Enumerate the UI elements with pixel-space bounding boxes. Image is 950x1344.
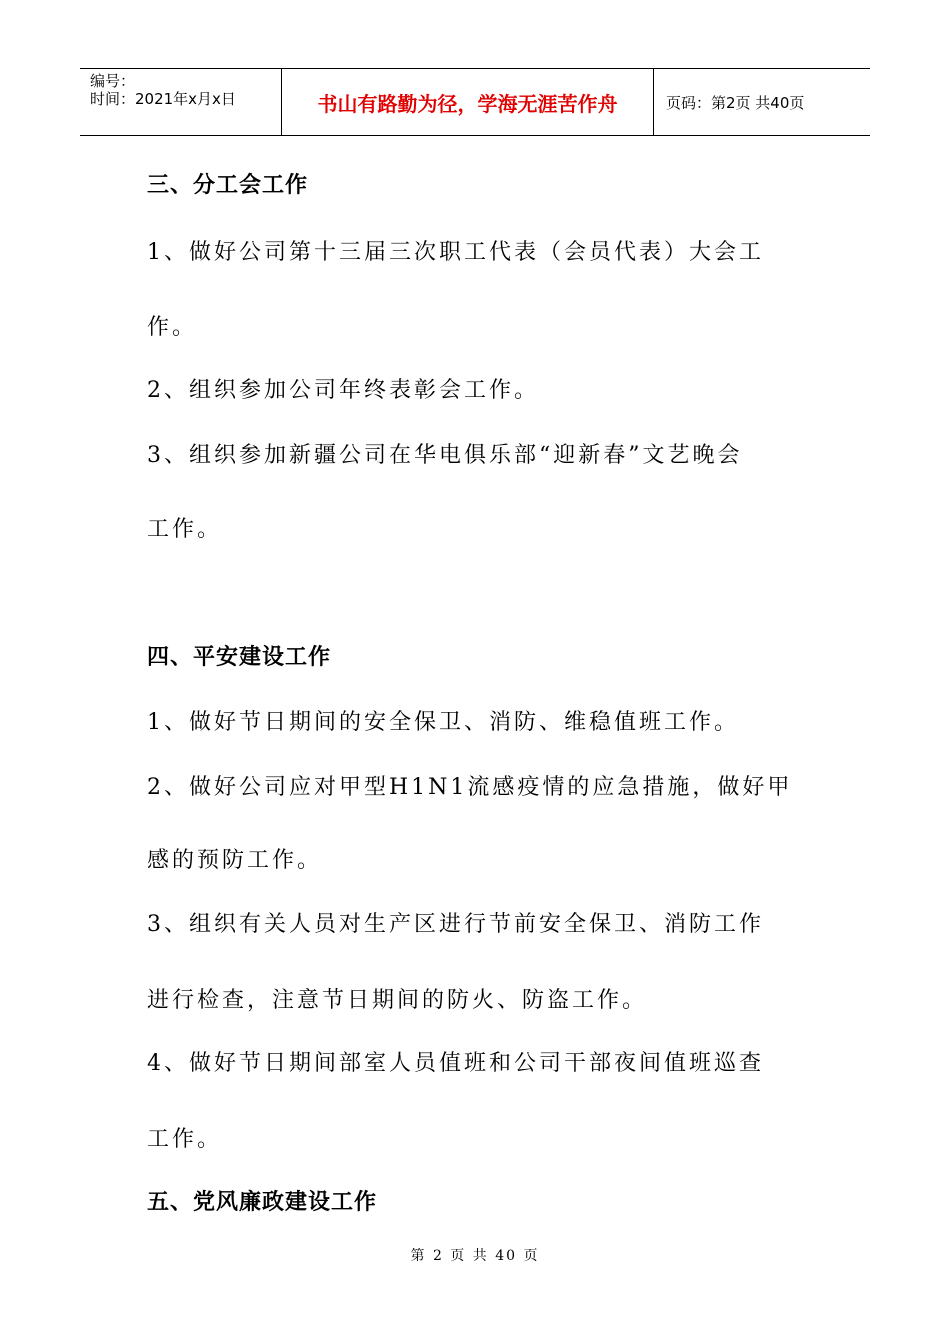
paragraph-line: 工作。 — [147, 517, 223, 542]
section-3-title: 三、分工会工作 — [147, 173, 309, 198]
paragraph-line: 2、组织参加公司年终表彰会工作。 — [147, 378, 539, 403]
paragraph-line: 3、组织参加新疆公司在华电俱乐部“迎新春”文艺晚会 — [147, 443, 743, 468]
section-4-title: 四、平安建设工作 — [147, 645, 332, 670]
document-number-label: 编号： — [90, 72, 136, 90]
paragraph-line: 2、做好公司应对甲型H1N1流感疫情的应急措施，做好甲 — [147, 775, 793, 800]
document-time-label: 时间：2021年x月x日 — [90, 90, 236, 108]
paragraph-line: 4、做好节日期间部室人员值班和公司干部夜间值班巡查 — [147, 1051, 764, 1076]
section-5-title: 五、党风廉政建设工作 — [147, 1190, 378, 1215]
page-footer: 第 2 页 共 40 页 — [410, 1248, 540, 1264]
header-page-info: 页码：第2页 共40页 — [666, 93, 805, 112]
paragraph-line: 作。 — [147, 315, 198, 340]
page-header — [80, 68, 870, 136]
paragraph-line: 1、做好节日期间的安全保卫、消防、维稳值班工作。 — [147, 710, 739, 735]
paragraph-line: 3、组织有关人员对生产区进行节前安全保卫、消防工作 — [147, 912, 764, 937]
paragraph-line: 1、做好公司第十三届三次职工代表（会员代表）大会工 — [147, 240, 764, 265]
paragraph-line: 进行检查，注意节日期间的防火、防盗工作。 — [147, 988, 648, 1013]
header-meta — [80, 69, 282, 135]
header-slogan: 书山有路勤为径，学海无涯苦作舟 — [282, 69, 654, 135]
paragraph-line: 感的预防工作。 — [147, 848, 323, 873]
paragraph-line: 工作。 — [147, 1127, 223, 1152]
